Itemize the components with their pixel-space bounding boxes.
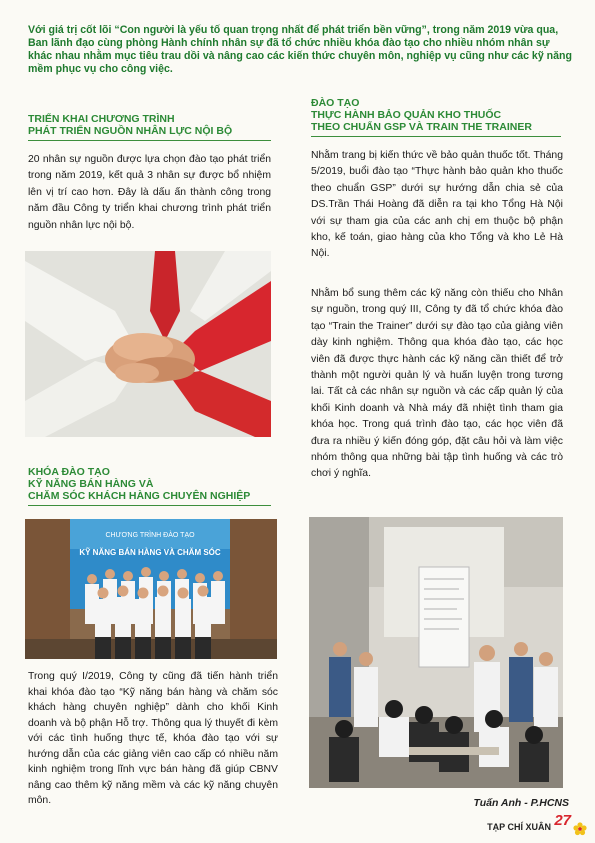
banner-title: CHƯƠNG TRÌNH ĐÀO TẠO <box>105 532 195 539</box>
section-heading-sales <box>28 466 271 506</box>
heading-line: TRIỂN KHAI CHƯƠNG TRÌNH <box>28 113 175 125</box>
hands-together-photo <box>25 251 271 437</box>
sales-training-group-photo <box>25 519 277 659</box>
section-heading-program <box>28 113 271 141</box>
heading-line: KHÓA ĐÀO TẠO <box>28 466 110 478</box>
magazine-name: TẠP CHÍ XUÂN <box>487 822 551 832</box>
intro-paragraph: Với giá trị cốt lõi “Con người là yếu tố quan trọng nhất để phát triển bền vững”, trong năm 2019 vừa qua, Ban lãnh đạo cùng phòng Hành chính nhân sự đã tổ chức nhiều khóa đào tạo cho nhiều nhóm nhân sự khác nhau nhằm mục tiêu trau dồi và nâng cao các kiến thức chuyên môn, nghiệp vụ cũng như các kỹ năng mềm phục vụ cho công việc. <box>28 24 572 75</box>
train-the-trainer-photo <box>309 517 563 788</box>
author-byline: Tuấn Anh - P.HCNS <box>473 797 569 809</box>
banner-subtitle: KỸ NĂNG BÁN HÀNG VÀ CHĂM SÓC <box>79 548 221 557</box>
gsp-body-1: Nhằm trang bị kiến thức về bảo quản thuốc tốt. Tháng 5/2019, buổi đào tạo “Thực hành bảo quản kho thuốc theo chuẩn GSP” dưới sự hướng dẫn chia sẻ của DS.Trần Thái Hoàng đã diễn ra tại kho Tổng Hà Nội với sự tham gia của các anh chị em thuộc bộ phận kho, kế toán, giao hàng của kho Tổng và kho Lẻ Hà Nội. <box>311 150 563 260</box>
gsp-body-2: Nhằm bổ sung thêm các kỹ năng còn thiếu cho Nhân sự nguồn, trong quý III, Công ty đã tổ chức khóa đào tạo “Train the Trainer” dưới sự đào tạo của giảng viên dày kinh nghiệm. Thông qua khóa đào tạo, các học viên đã được thực hành các kỹ năng cần thiết để trở thành một người quản lý và huấn luyện trong tương lai. Tất cả các nhân sự nguồn và các cấp quản lý của khối Kinh doanh và Nhà máy đã nhiệt tình tham gia khóa học. Trong quá trình đào tạo, các học viên đã đưa ra nhiều ý kiến đóng góp, đặt câu hỏi và làm việc nhóm thông qua những bài tập tình huống và các trò chơi ý nghĩa. <box>311 288 563 480</box>
apricot-blossom-icon <box>573 822 587 836</box>
heading-line: THEO CHUẨN GSP VÀ TRAIN THE TRAINER <box>311 121 532 133</box>
heading-line: ĐÀO TẠO <box>311 97 360 109</box>
heading-line: THỰC HÀNH BẢO QUẢN KHO THUỐC <box>311 109 502 121</box>
program-body: 20 nhân sự nguồn được lựa chọn đào tạo phát triển trong năm 2019, kết quả 3 nhân sự được bổ nhiệm lên vị trí cao hơn. Đây là dấu ấn thành công trong năm đầu Công ty triển khai chương trình phát triển nguồn nhân lực nội bộ. <box>28 154 271 231</box>
sales-body: Trong quý I/2019, Công ty cũng đã tiến hành triển khai khóa đào tạo “Kỹ năng bán hàng và chăm sóc khách hàng chuyên nghiệp” dành cho khối Kinh doanh và bộ phận Hỗ trợ. Thông qua lý thuyết đi kèm với các tình huống thực tế, khóa đào tạo với sự hướng dẫn của các giảng viên cao cấp có nhiều năm kinh nghiệm trong lĩnh vực bán hàng đã giúp CBNV nâng cao thêm kỹ năng mềm và các kỹ năng chuyên môn. <box>28 671 278 806</box>
section-heading-gsp <box>311 97 561 137</box>
page-number: 27 <box>554 812 571 829</box>
heading-line: PHÁT TRIỂN NGUỒN NHÂN LỰC NỘI BỘ <box>28 125 233 137</box>
heading-line: KỸ NĂNG BÁN HÀNG VÀ <box>28 478 154 490</box>
heading-line: CHĂM SÓC KHÁCH HÀNG CHUYÊN NGHIỆP <box>28 490 251 502</box>
